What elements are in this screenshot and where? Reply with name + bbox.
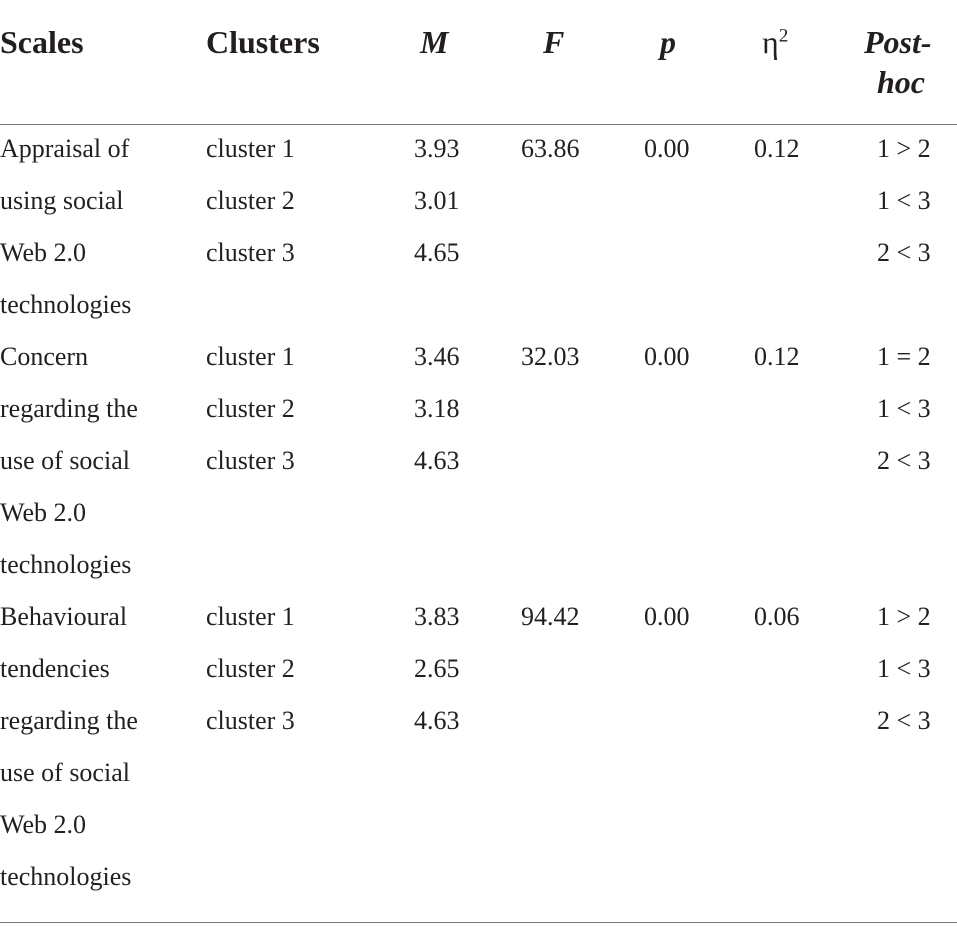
mean-cell: 3.01 — [414, 186, 460, 215]
p-value-cell: 0.00 — [644, 342, 690, 371]
cluster-cell: cluster 1 — [206, 602, 295, 631]
scale-label-line: technologies — [0, 290, 132, 319]
eta-squared-cell: 0.06 — [754, 602, 800, 631]
header-rule — [0, 124, 957, 125]
scale-label-line: regarding the — [0, 706, 138, 735]
scale-label-line: technologies — [0, 862, 132, 891]
posthoc-cell: 1 = 2 — [877, 342, 931, 371]
mean-cell: 3.46 — [414, 342, 460, 371]
scale-label-line: Concern — [0, 342, 89, 371]
mean-cell: 3.18 — [414, 394, 460, 423]
header-posthoc-line1: Post- — [864, 24, 932, 60]
cluster-cell: cluster 2 — [206, 654, 295, 683]
mean-cell: 3.83 — [414, 602, 460, 631]
mean-cell: 4.63 — [414, 446, 460, 475]
cluster-cell: cluster 1 — [206, 342, 295, 371]
scale-label-line: use of social — [0, 446, 130, 475]
header-eta-superscript: 2 — [778, 25, 789, 47]
scale-label-line: Web 2.0 — [0, 498, 86, 527]
scale-label-line: use of social — [0, 758, 130, 787]
cluster-cell: cluster 2 — [206, 186, 295, 215]
eta-squared-cell: 0.12 — [754, 134, 800, 163]
scale-label-line: technologies — [0, 550, 132, 579]
posthoc-cell: 1 > 2 — [877, 134, 931, 163]
cluster-cell: cluster 3 — [206, 446, 295, 475]
cluster-cell: cluster 3 — [206, 238, 295, 267]
scale-label-line: using social — [0, 186, 124, 215]
mean-cell: 3.93 — [414, 134, 460, 163]
f-value-cell: 32.03 — [521, 342, 580, 371]
f-value-cell: 63.86 — [521, 134, 580, 163]
cluster-cell: cluster 2 — [206, 394, 295, 423]
header-m: M — [420, 24, 449, 60]
cluster-cell: cluster 3 — [206, 706, 295, 735]
header-eta-symbol: η — [762, 24, 779, 60]
scale-label-line: regarding the — [0, 394, 138, 423]
posthoc-cell: 1 > 2 — [877, 602, 931, 631]
scale-label-line: Behavioural — [0, 602, 128, 631]
header-eta-squared — [762, 22, 788, 62]
cluster-cell: cluster 1 — [206, 134, 295, 163]
p-value-cell: 0.00 — [644, 134, 690, 163]
scale-label-line: Appraisal of — [0, 134, 130, 163]
posthoc-cell: 2 < 3 — [877, 238, 931, 267]
mean-cell: 2.65 — [414, 654, 460, 683]
posthoc-cell: 2 < 3 — [877, 706, 931, 735]
header-scales: Scales — [0, 24, 84, 60]
p-value-cell: 0.00 — [644, 602, 690, 631]
header-f: F — [543, 24, 565, 60]
posthoc-cell: 1 < 3 — [877, 186, 931, 215]
posthoc-cell: 2 < 3 — [877, 446, 931, 475]
header-p: p — [660, 24, 676, 60]
posthoc-cell: 1 < 3 — [877, 394, 931, 423]
scale-label-line: Web 2.0 — [0, 810, 86, 839]
mean-cell: 4.65 — [414, 238, 460, 267]
scale-label-line: Web 2.0 — [0, 238, 86, 267]
eta-squared-cell: 0.12 — [754, 342, 800, 371]
bottom-rule — [0, 922, 957, 923]
scale-label-line: tendencies — [0, 654, 110, 683]
f-value-cell: 94.42 — [521, 602, 580, 631]
mean-cell: 4.63 — [414, 706, 460, 735]
posthoc-cell: 1 < 3 — [877, 654, 931, 683]
header-posthoc-line2: hoc — [877, 64, 925, 100]
header-clusters: Clusters — [206, 24, 320, 60]
